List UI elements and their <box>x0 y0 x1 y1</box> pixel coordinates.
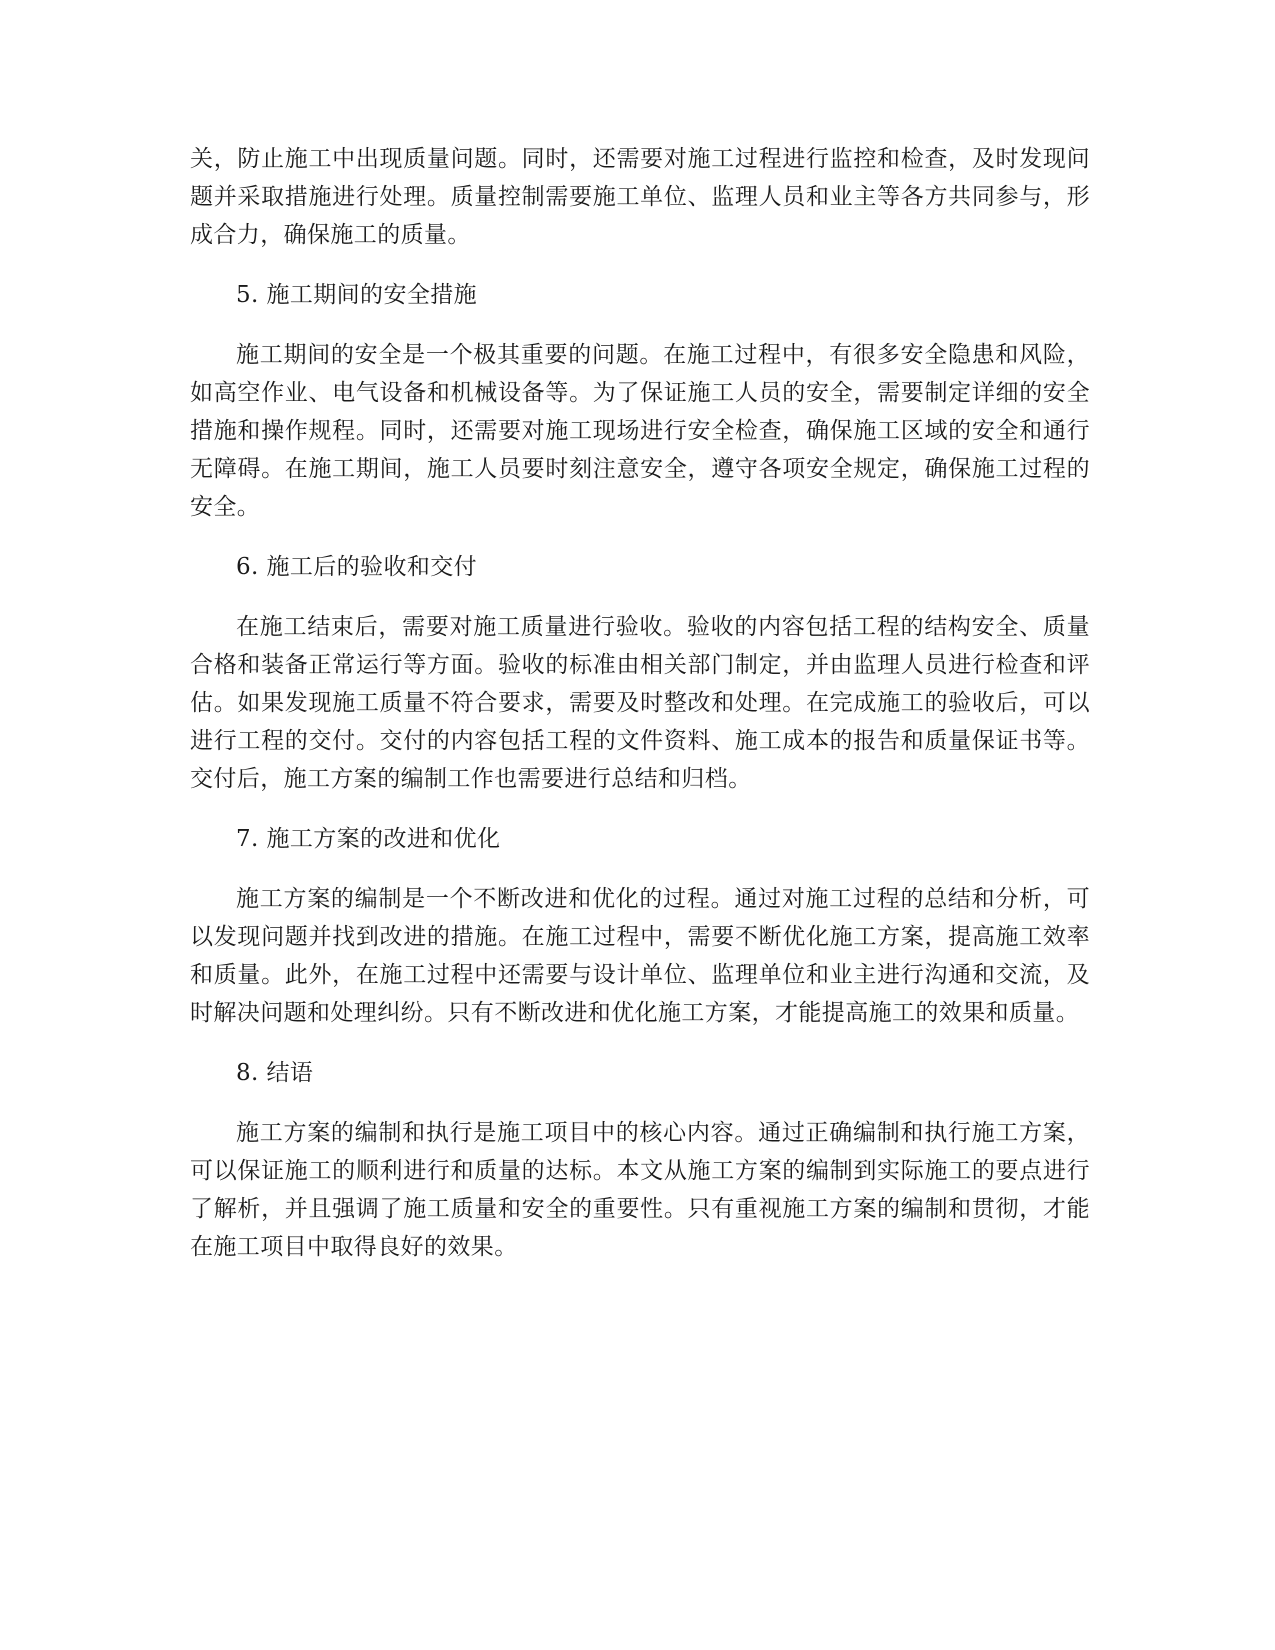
paragraph-safety-measures: 施工期间的安全是一个极其重要的问题。在施工过程中，有很多安全隐患和风险，如高空作业、电气设备和机械设备等。为了保证施工人员的安全，需要制定详细的安全措施和操作规程。同时，还需要对施工现场进行安全检查，确保施工区域的安全和通行无障碍。在施工期间，施工人员要时刻注意安全，遵守各项安全规定，确保施工过程的安全。 <box>190 342 1090 520</box>
section-heading-6: 6. 施工后的验收和交付 <box>236 554 478 580</box>
paragraph-acceptance-delivery: 在施工结束后，需要对施工质量进行验收。验收的内容包括工程的结构安全、质量合格和装备正常运行等方面。验收的标准由相关部门制定，并由监理人员进行检查和评估。如果发现施工质量不符合要求，需要及时整改和处理。在完成施工的验收后，可以进行工程的交付。交付的内容包括工程的文件资料、施工成本的报告和质量保证书等。交付后，施工方案的编制工作也需要进行总结和归档。 <box>190 614 1090 792</box>
section-heading-7: 7. 施工方案的改进和优化 <box>236 826 501 852</box>
document-body <box>190 140 1090 1288</box>
section-heading-8: 8. 结语 <box>236 1060 314 1086</box>
paragraph-conclusion: 施工方案的编制和执行是施工项目中的核心内容。通过正确编制和执行施工方案，可以保证施工的顺利进行和质量的达标。本文从施工方案的编制到实际施工的要点进行了解析，并且强调了施工质量和安全的重要性。只有重视施工方案的编制和贯彻，才能在施工项目中取得良好的效果。 <box>190 1120 1090 1260</box>
paragraph-improvement-optimization: 施工方案的编制是一个不断改进和优化的过程。通过对施工过程的总结和分析，可以发现问题并找到改进的措施。在施工过程中，需要不断优化施工方案，提高施工效率和质量。此外，在施工过程中还需要与设计单位、监理单位和业主进行沟通和交流，及时解决问题和处理纠纷。只有不断改进和优化施工方案，才能提高施工的效果和质量。 <box>190 886 1090 1026</box>
paragraph-quality-control-continued: 关，防止施工中出现质量问题。同时，还需要对施工过程进行监控和检查，及时发现问题并采取措施进行处理。质量控制需要施工单位、监理人员和业主等各方共同参与，形成合力，确保施工的质量。 <box>190 146 1090 248</box>
section-heading-5: 5. 施工期间的安全措施 <box>236 282 478 308</box>
